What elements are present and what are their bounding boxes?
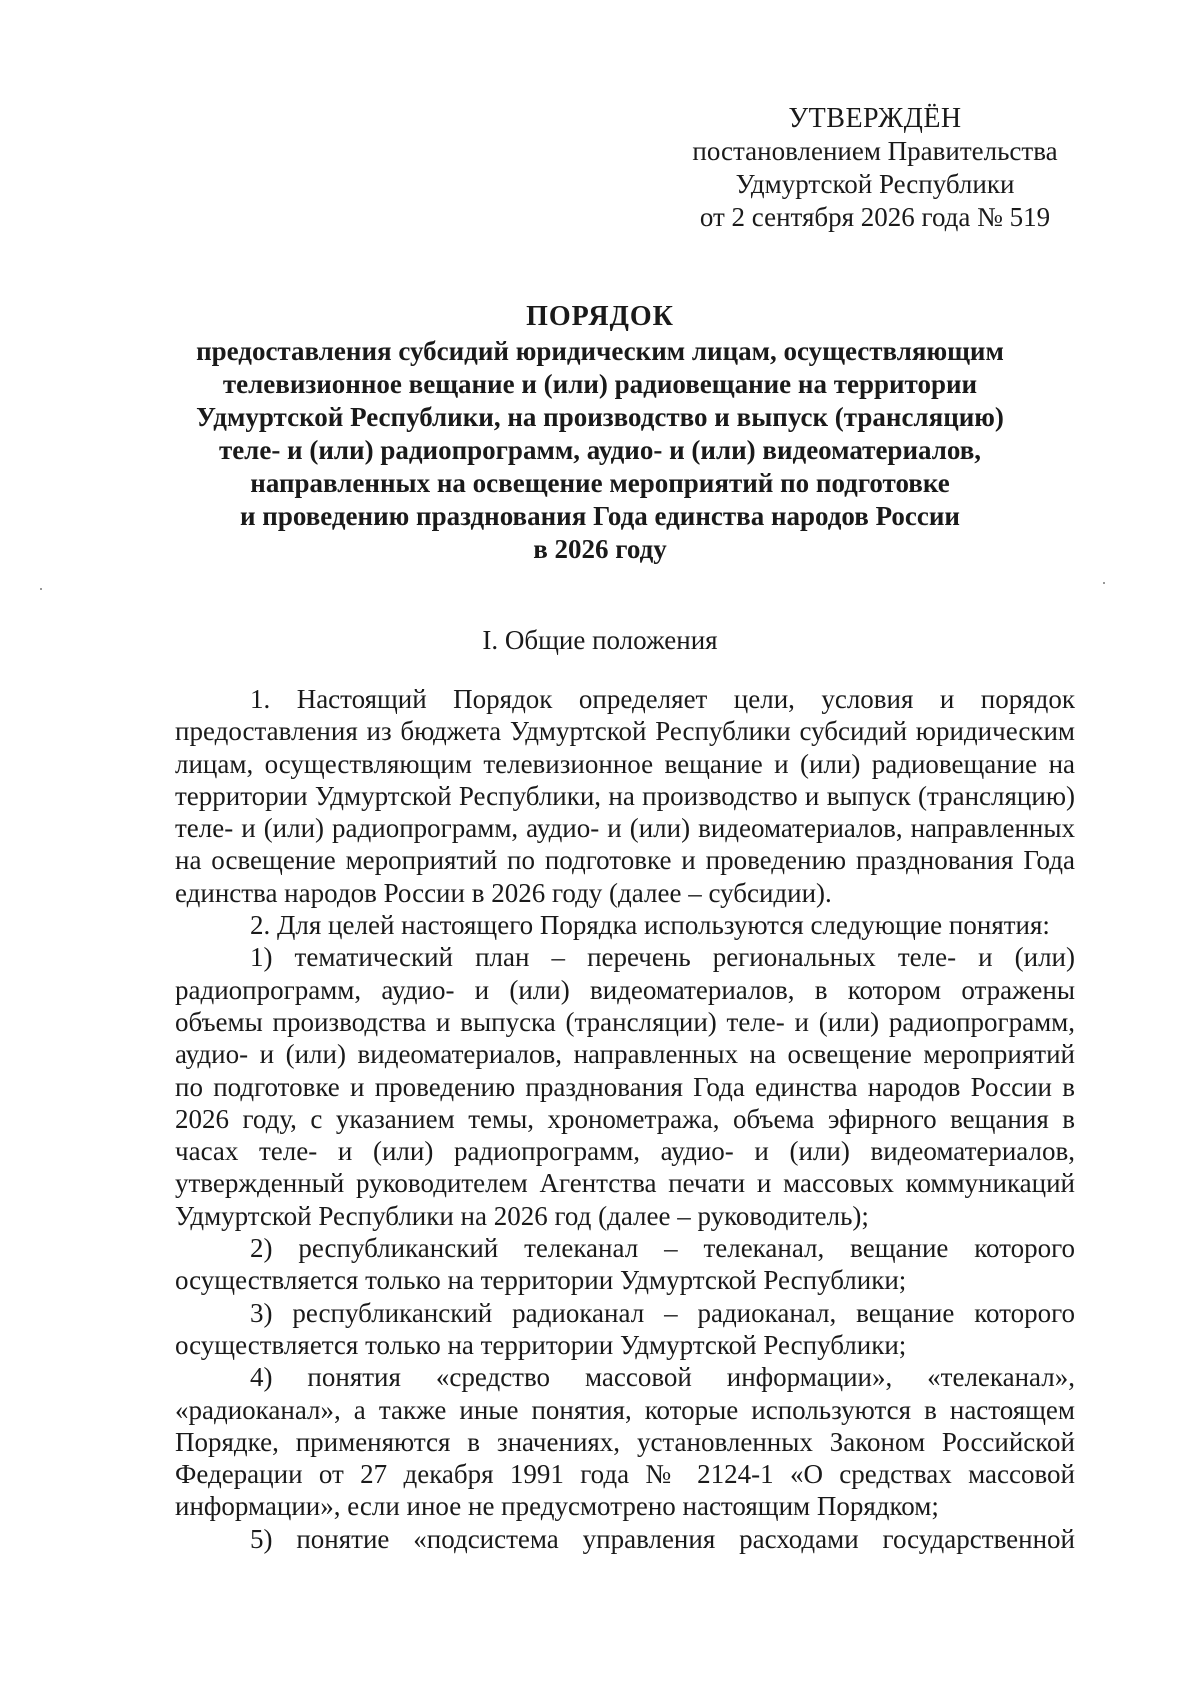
paragraph-1: 1. Настоящий Порядок определяет цели, условия и порядок предоставления из бюджета Удмуртской Республики субсидий юридическим лицам, осуществляющим телевизионное вещание и (или) радиовещание на территории Удмуртской Республики, на производство и выпуск (трансляцию) теле- и (или) радиопрограмм, аудио- и (или) видеоматериалов, направленных на освещение мероприятий по подготовке и проведению празднования Года единства народов России в 2026 году (далее – субсидии).: [175, 684, 1075, 908]
document-title-block: [160, 300, 1040, 566]
scan-speck: [1103, 582, 1105, 584]
paragraph-definition-1: 1) тематический план – перечень региональных теле- и (или) радиопрограмм, аудио- и (или) видеоматериалов, в котором отражены объемы производства и выпуска (трансляции) теле- и (или) радиопрограмм, аудио- и (или) видеоматериалов, направленных на освещение мероприятий по подготовке и проведению празднования Года единства народов России в 2026 году, с указанием темы, хронометража, объема эфирного вещания в часах теле- и (или) радиопрограмм, аудио- и (или) видеоматериалов, утвержденный руководителем Агентства печати и массовых коммуникаций Удмуртской Республики на 2026 год (далее – руководитель);: [175, 942, 1075, 1231]
approval-stamp: [660, 102, 1090, 234]
subtitle-line: теле- и (или) радиопрограмм, аудио- и (или) видеоматериалов,: [218, 435, 982, 465]
section-heading: I. Общие положения: [482, 625, 718, 655]
subtitle-line: в 2026 году: [533, 534, 667, 564]
subtitle-line: телевизионное вещание и (или) радиовещание на территории: [222, 369, 978, 399]
subtitle-line: предоставления субсидий юридическим лицам, осуществляющим: [196, 336, 1004, 366]
subtitle-line: и проведению празднования Года единства народов России: [239, 501, 960, 531]
paragraph-2: 2. Для целей настоящего Порядка используются следующие понятия:: [250, 910, 1050, 941]
paragraph-definition-2: 2) республиканский телеканал – телеканал, вещание которого осуществляется только на территории Удмуртской Республики;: [175, 1233, 1075, 1296]
subtitle-line: Удмуртской Республики, на производство и выпуск (трансляцию): [196, 402, 1004, 432]
document-body: [175, 683, 1075, 1555]
document-title: ПОРЯДОК: [526, 301, 674, 332]
approval-title: УТВЕРЖДЁН: [788, 103, 962, 134]
approval-line-1: постановлением Правительства: [692, 136, 1058, 166]
paragraph-definition-3: 3) республиканский радиоканал – радиоканал, вещание которого осуществляется только на территории Удмуртской Республики;: [175, 1297, 1075, 1360]
paragraph-definition-5: 5) понятие «подсистема управления расходами государственной: [250, 1523, 1075, 1554]
scan-speck: [40, 588, 42, 590]
subtitle-line: направленных на освещение мероприятий по подготовке: [250, 468, 950, 498]
approval-line-2: Удмуртской Республики: [735, 169, 1015, 199]
approval-line-3: от 2 сентября 2026 года № 519: [699, 202, 1051, 232]
paragraph-definition-4: 4) понятия «средство массовой информации», «телеканал», «радиоканал», а также иные понятия, которые используются в настоящем Порядке, применяются в значениях, установленных Законом Российской Федерации от 27 декабря 1991 года № 2124-1 «О средствах массовой информации», если иное не предусмотрено настоящим Порядком;: [175, 1362, 1075, 1522]
